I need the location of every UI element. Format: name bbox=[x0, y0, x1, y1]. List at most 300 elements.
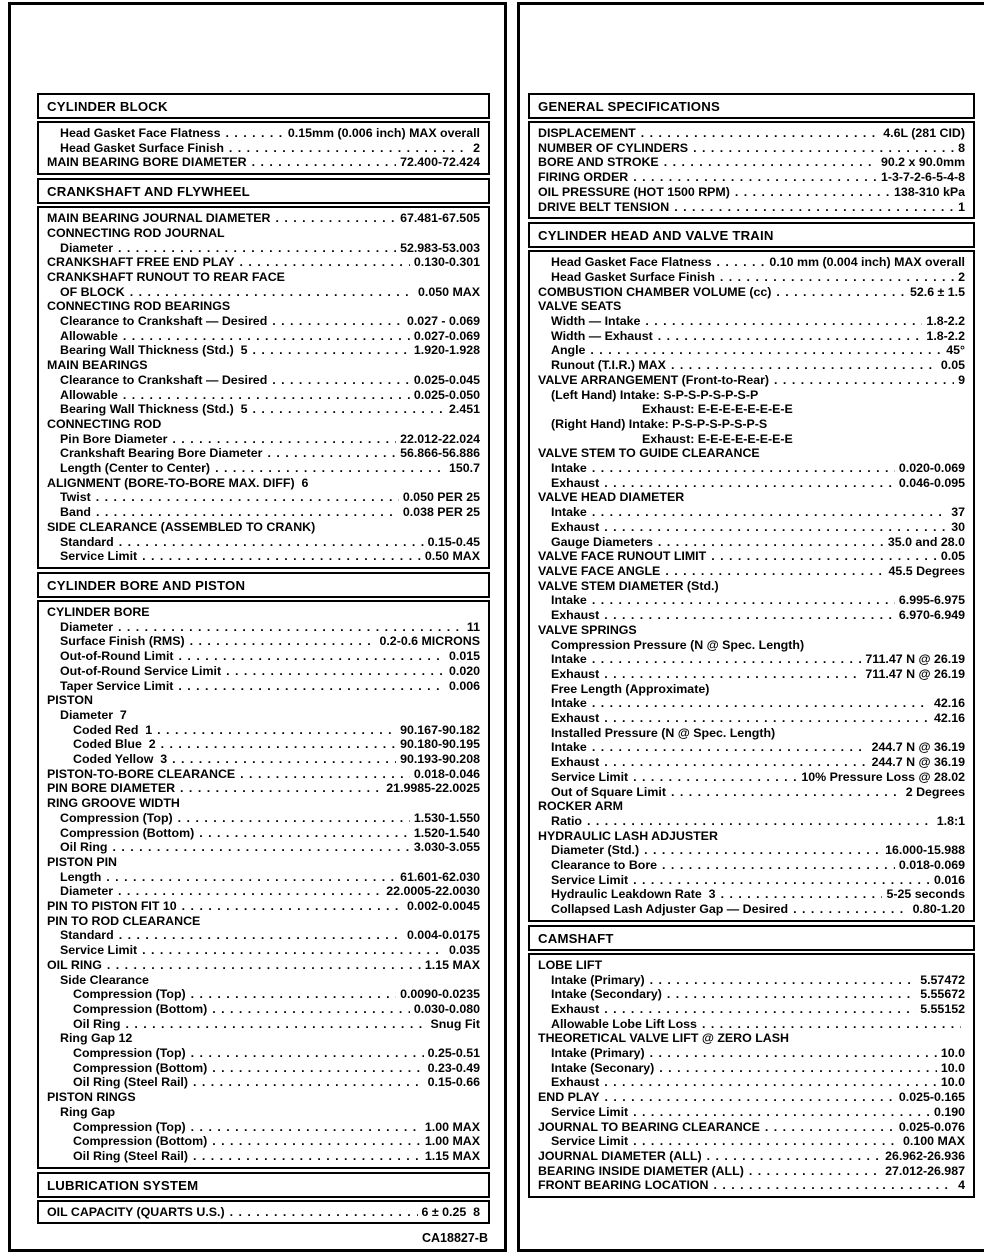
spec-label: Compression (Bottom) bbox=[73, 1134, 208, 1149]
dot-leader bbox=[633, 1134, 899, 1149]
dot-leader bbox=[604, 1002, 916, 1017]
spec-label: Out of Square Limit bbox=[551, 784, 666, 799]
dot-leader bbox=[604, 1075, 937, 1090]
spec-value: 5.57472 bbox=[920, 972, 965, 987]
section-header bbox=[37, 1172, 490, 1198]
spec-value: 21.9985-22.0025 bbox=[386, 781, 480, 796]
dot-leader bbox=[590, 343, 942, 358]
spec-row bbox=[538, 696, 965, 711]
spec-label: Oil Ring (Steel Rail) bbox=[73, 1149, 188, 1163]
spec-label: CONNECTING ROD bbox=[47, 416, 162, 431]
spec-row bbox=[47, 781, 480, 796]
spec-value: 4.6L (281 CID) bbox=[883, 126, 965, 140]
spec-row bbox=[47, 811, 480, 826]
dot-leader bbox=[633, 1105, 930, 1120]
spec-label: HYDRAULIC LASH ADJUSTER bbox=[538, 828, 718, 843]
spec-value: 42.16 bbox=[933, 696, 965, 711]
dot-leader bbox=[720, 270, 954, 285]
spec-label: CYLINDER BORE bbox=[47, 604, 150, 619]
dot-leader bbox=[604, 476, 895, 491]
spec-row bbox=[47, 461, 480, 476]
section-header bbox=[37, 572, 490, 598]
spec-row bbox=[47, 987, 480, 1002]
spec-value: 0.10 mm (0.004 inch) MAX overall bbox=[769, 255, 965, 270]
spec-row bbox=[538, 476, 965, 491]
spec-label: Exhaust: E-E-E-E-E-E-E-E bbox=[642, 431, 793, 446]
dot-leader bbox=[142, 943, 445, 958]
spec-value: 0.046-0.095 bbox=[898, 475, 965, 490]
spec-row bbox=[47, 314, 480, 329]
spec-row bbox=[47, 141, 480, 156]
spec-value: 138-310 kPa bbox=[894, 184, 965, 199]
spec-label: ROCKER ARM bbox=[538, 799, 623, 814]
dot-leader bbox=[193, 1149, 421, 1164]
spec-row bbox=[47, 155, 480, 170]
dot-leader bbox=[272, 314, 403, 329]
spec-row bbox=[538, 579, 965, 594]
spec-row bbox=[538, 155, 965, 170]
spec-value: 45° bbox=[946, 343, 965, 358]
spec-value: 10.0 bbox=[940, 1060, 965, 1075]
spec-label: PIN TO ROD CLEARANCE bbox=[47, 913, 201, 928]
spec-label: MAIN BEARING BORE DIAMETER bbox=[47, 155, 247, 170]
page-code: CA18827-B bbox=[421, 1231, 488, 1246]
spec-label: OF BLOCK bbox=[60, 284, 125, 299]
spec-row bbox=[47, 1075, 480, 1090]
spec-value: 5.55152 bbox=[920, 1001, 965, 1016]
spec-label: Service Limit bbox=[551, 1134, 629, 1149]
spec-value: 0.05 bbox=[940, 549, 965, 564]
spec-row bbox=[47, 1120, 480, 1135]
dot-leader bbox=[605, 1090, 895, 1105]
spec-row bbox=[47, 1105, 480, 1120]
section-crankshaft-and-flywheel bbox=[37, 178, 490, 569]
spec-row bbox=[538, 623, 965, 638]
spec-value: 711.47 N @ 26.19 bbox=[865, 652, 965, 667]
section-title: CYLINDER HEAD AND VALVE TRAIN bbox=[538, 228, 774, 244]
dot-leader bbox=[225, 126, 283, 141]
section-title: LUBRICATION SYSTEM bbox=[47, 1177, 199, 1193]
spec-row bbox=[538, 770, 965, 785]
spec-label: Intake bbox=[551, 593, 587, 608]
dot-leader bbox=[693, 141, 954, 156]
dot-leader bbox=[276, 211, 397, 226]
spec-row bbox=[538, 461, 965, 476]
spec-label: PISTON-TO-BORE CLEARANCE bbox=[47, 766, 236, 781]
spec-row bbox=[538, 520, 965, 535]
spec-row bbox=[538, 958, 965, 973]
spec-row bbox=[538, 1061, 965, 1076]
spec-value: 711.47 N @ 26.19 bbox=[865, 666, 965, 681]
spec-row bbox=[47, 840, 480, 855]
spec-label: Out-of-Round Service Limit bbox=[60, 663, 222, 678]
spec-label: VALVE SPRINGS bbox=[538, 622, 637, 637]
dot-leader bbox=[157, 723, 396, 738]
spec-row bbox=[538, 490, 965, 505]
spec-row bbox=[47, 723, 480, 738]
section-lubrication-system bbox=[37, 1172, 490, 1225]
dot-leader bbox=[592, 740, 868, 755]
spec-label: Exhaust bbox=[551, 755, 600, 770]
spec-row bbox=[47, 417, 480, 432]
spec-label: Intake bbox=[551, 652, 587, 667]
spec-value: 1.8-2.2 bbox=[926, 314, 965, 329]
spec-row bbox=[47, 211, 480, 226]
spec-row bbox=[538, 432, 965, 447]
spec-row bbox=[47, 914, 480, 929]
spec-row bbox=[538, 255, 965, 270]
section-body bbox=[37, 121, 490, 175]
spec-label: Service Limit bbox=[551, 872, 629, 887]
dot-leader bbox=[142, 549, 421, 564]
spec-value: 90.193-90.208 bbox=[400, 752, 480, 767]
dot-leader bbox=[711, 549, 937, 564]
dot-leader bbox=[665, 564, 884, 579]
dot-leader bbox=[180, 781, 382, 796]
spec-row bbox=[538, 593, 965, 608]
dot-leader bbox=[191, 987, 396, 1002]
spec-label: CONNECTING ROD BEARINGS bbox=[47, 299, 231, 314]
dot-leader bbox=[604, 711, 930, 726]
spec-row bbox=[538, 1120, 965, 1135]
dot-leader bbox=[662, 858, 895, 873]
spec-row bbox=[47, 1090, 480, 1105]
spec-value: 0.050 MAX bbox=[418, 284, 480, 299]
spec-row bbox=[47, 1134, 480, 1149]
spec-row bbox=[538, 1164, 965, 1179]
spec-label: Intake (Primary) bbox=[551, 1046, 645, 1061]
dot-leader bbox=[776, 285, 906, 300]
dot-leader bbox=[749, 1164, 881, 1179]
dot-leader bbox=[212, 1134, 421, 1149]
dot-leader bbox=[650, 1046, 937, 1061]
spec-label: JOURNAL TO BEARING CLEARANCE bbox=[538, 1119, 760, 1134]
dot-leader bbox=[119, 535, 424, 550]
dot-leader bbox=[107, 958, 421, 973]
spec-row bbox=[538, 402, 965, 417]
spec-label: CONNECTING ROD JOURNAL bbox=[47, 225, 225, 240]
dot-leader bbox=[191, 1046, 424, 1061]
spec-row bbox=[47, 373, 480, 388]
section-body bbox=[37, 600, 490, 1169]
spec-label: OIL PRESSURE (HOT 1500 RPM) bbox=[538, 184, 730, 199]
dot-leader bbox=[664, 155, 877, 170]
dot-leader bbox=[707, 1149, 881, 1164]
spec-value: 8 bbox=[958, 140, 965, 155]
spec-row bbox=[47, 285, 480, 300]
spec-value: 0.006 bbox=[448, 678, 480, 693]
spec-value: 10.0 bbox=[940, 1046, 965, 1061]
spec-label: Clearance to Crankshaft — Desired bbox=[60, 372, 268, 387]
spec-row bbox=[538, 200, 965, 215]
spec-value: 22.0005-22.0030 bbox=[386, 884, 480, 899]
spec-label: Service Limit bbox=[551, 1104, 629, 1119]
dot-leader bbox=[645, 314, 922, 329]
section-title: CRANKSHAFT AND FLYWHEEL bbox=[47, 184, 250, 200]
spec-label: Band bbox=[60, 505, 91, 520]
spec-label: Head Gasket Surface Finish bbox=[60, 140, 224, 155]
spec-label: VALVE ARRANGEMENT (Front-to-Rear) bbox=[538, 372, 770, 387]
spec-value: 0.038 PER 25 bbox=[402, 505, 480, 520]
spec-value: 0.15-0.45 bbox=[427, 534, 480, 549]
spec-label: NUMBER OF CYLINDERS bbox=[538, 140, 689, 155]
spec-value: 1.15 MAX bbox=[424, 957, 480, 972]
dot-leader bbox=[123, 388, 410, 403]
dot-leader bbox=[604, 608, 895, 623]
spec-label: Compression (Bottom) bbox=[60, 825, 195, 840]
dot-leader bbox=[126, 1017, 427, 1032]
dot-leader bbox=[113, 840, 410, 855]
dot-leader bbox=[182, 899, 403, 914]
spec-label: VALVE FACE RUNOUT LIMIT bbox=[538, 549, 707, 564]
spec-row bbox=[538, 446, 965, 461]
page-content bbox=[11, 5, 504, 1249]
spec-row bbox=[538, 343, 965, 358]
spec-label: Diameter bbox=[60, 884, 114, 899]
spec-row bbox=[538, 388, 965, 403]
spec-row bbox=[538, 799, 965, 814]
dot-leader bbox=[592, 652, 862, 667]
spec-value: 90.167-90.182 bbox=[400, 722, 480, 737]
spec-row bbox=[47, 520, 480, 535]
spec-label: Exhaust bbox=[551, 1001, 600, 1016]
spec-row bbox=[47, 446, 480, 461]
section-camshaft bbox=[528, 925, 975, 1198]
spec-row bbox=[47, 855, 480, 870]
spec-value: 0.50 MAX bbox=[424, 549, 480, 564]
spec-row bbox=[47, 255, 480, 270]
spec-label: CRANKSHAFT FREE END PLAY bbox=[47, 255, 235, 270]
spec-label: PIN BORE DIAMETER bbox=[47, 781, 176, 796]
spec-label: THEORETICAL VALVE LIFT @ ZERO LASH bbox=[538, 1031, 789, 1046]
spec-label: Intake (Seconary) bbox=[551, 1060, 655, 1075]
spec-value: 6 ± 0.25 8 bbox=[421, 1204, 480, 1219]
spec-value: 5.55672 bbox=[920, 987, 965, 1002]
spec-label: Standard bbox=[60, 534, 114, 549]
dot-leader bbox=[592, 593, 895, 608]
dot-leader bbox=[212, 1061, 423, 1076]
spec-row bbox=[47, 270, 480, 285]
section-title: GENERAL SPECIFICATIONS bbox=[538, 99, 720, 114]
dot-leader bbox=[230, 1205, 418, 1220]
spec-label: Exhaust bbox=[551, 475, 600, 490]
dot-leader bbox=[253, 402, 445, 417]
spec-label: Compression (Bottom) bbox=[73, 1001, 208, 1016]
dot-leader bbox=[119, 928, 403, 943]
spec-value: 0.004-0.0175 bbox=[406, 928, 480, 943]
dot-leader bbox=[793, 902, 909, 917]
spec-row bbox=[47, 1149, 480, 1164]
spec-label: Intake bbox=[551, 740, 587, 755]
spec-value: 42.16 bbox=[933, 711, 965, 726]
spec-row bbox=[47, 535, 480, 550]
spec-label: Gauge Diameters bbox=[551, 534, 653, 549]
section-title: CYLINDER BLOCK bbox=[47, 99, 168, 114]
spec-label: Taper Service Limit bbox=[60, 678, 174, 693]
spec-row bbox=[538, 858, 965, 873]
spec-label: Installed Pressure (N @ Spec. Length) bbox=[551, 725, 776, 740]
spec-value: 72.400-72.424 bbox=[400, 155, 480, 170]
spec-label: Ring Gap bbox=[60, 1104, 116, 1119]
section-body bbox=[528, 953, 975, 1198]
spec-row bbox=[538, 1090, 965, 1105]
spec-value: 0.130-0.301 bbox=[413, 255, 480, 270]
dot-leader bbox=[702, 1017, 961, 1032]
spec-label: Head Gasket Face Flatness bbox=[551, 255, 712, 270]
spec-label: Compression (Top) bbox=[73, 1119, 186, 1134]
spec-row bbox=[47, 693, 480, 708]
spec-row bbox=[538, 1134, 965, 1149]
spec-label: Clearance to Crankshaft — Desired bbox=[60, 314, 268, 329]
spec-row bbox=[538, 682, 965, 697]
spec-label: Oil Ring (Steel Rail) bbox=[73, 1075, 188, 1090]
spec-row bbox=[47, 1031, 480, 1046]
dot-leader bbox=[239, 255, 409, 270]
spec-value: 0.002-0.0045 bbox=[406, 899, 480, 914]
spec-row bbox=[538, 535, 965, 550]
spec-value: 4 bbox=[958, 1178, 965, 1193]
spec-value: 0.025-0.050 bbox=[413, 387, 480, 402]
spec-row bbox=[47, 899, 480, 914]
dot-leader bbox=[633, 770, 797, 785]
dot-leader bbox=[641, 126, 880, 141]
spec-value: 0.2-0.6 MICRONS bbox=[379, 634, 480, 649]
spec-value: 1.920-1.928 bbox=[413, 343, 480, 358]
spec-row bbox=[538, 987, 965, 1002]
spec-value: 0.035 bbox=[448, 943, 480, 958]
spec-value: 150.7 bbox=[448, 461, 480, 476]
dot-leader bbox=[716, 255, 765, 270]
spec-label: Intake (Primary) bbox=[551, 972, 645, 987]
spec-value: 0.0090-0.0235 bbox=[400, 987, 480, 1002]
dot-leader bbox=[592, 696, 930, 711]
spec-value: 16.000-15.988 bbox=[885, 843, 965, 858]
dot-leader bbox=[96, 490, 399, 505]
dot-leader bbox=[633, 170, 877, 185]
spec-row bbox=[47, 476, 480, 491]
spec-value: 0.018-0.046 bbox=[413, 766, 480, 781]
spec-label: DISPLACEMENT bbox=[538, 126, 636, 140]
spec-label: Coded Blue 2 bbox=[73, 737, 156, 752]
spec-row bbox=[47, 549, 480, 564]
dot-leader bbox=[190, 634, 376, 649]
spec-label: Runout (T.I.R.) MAX bbox=[551, 358, 666, 373]
spec-row bbox=[538, 608, 965, 623]
spec-row bbox=[47, 299, 480, 314]
spec-row bbox=[538, 126, 965, 141]
spec-value: 3.030-3.055 bbox=[413, 840, 480, 855]
spec-value: 35.0 and 28.0 bbox=[887, 534, 965, 549]
spec-value: 0.018-0.069 bbox=[898, 858, 965, 873]
spec-value: 244.7 N @ 36.19 bbox=[871, 740, 965, 755]
spec-label: FRONT BEARING LOCATION bbox=[538, 1178, 709, 1193]
spec-label: Exhaust: E-E-E-E-E-E-E-E bbox=[642, 402, 793, 417]
spec-label: Free Length (Approximate) bbox=[551, 681, 710, 696]
page-content bbox=[520, 5, 984, 1249]
spec-row bbox=[538, 1075, 965, 1090]
spec-row bbox=[47, 1017, 480, 1032]
spec-value: 0.027 - 0.069 bbox=[406, 314, 480, 329]
section-general-specifications bbox=[528, 93, 975, 219]
dot-leader bbox=[191, 1120, 421, 1135]
section-cylinder-block bbox=[37, 93, 490, 175]
dot-leader bbox=[229, 141, 469, 156]
spec-label: Exhaust bbox=[551, 666, 600, 681]
spec-row bbox=[538, 314, 965, 329]
dot-leader bbox=[735, 185, 890, 200]
spec-row bbox=[47, 126, 480, 141]
spec-label: Allowable Lobe Lift Loss bbox=[551, 1016, 697, 1031]
spec-value: 0.027-0.069 bbox=[413, 328, 480, 343]
dot-leader bbox=[172, 752, 396, 767]
spec-label: OIL RING bbox=[47, 957, 102, 972]
section-header bbox=[37, 93, 490, 119]
dot-leader bbox=[765, 1120, 895, 1135]
spec-row bbox=[538, 1017, 965, 1032]
spec-label: Oil Ring bbox=[60, 840, 108, 855]
spec-value: 61.601-62.030 bbox=[400, 869, 480, 884]
dot-leader bbox=[161, 737, 396, 752]
spec-value: 0.015 bbox=[448, 649, 480, 664]
spec-row bbox=[47, 620, 480, 635]
spec-label: Compression (Top) bbox=[73, 987, 186, 1002]
dot-leader bbox=[118, 884, 382, 899]
section-cylinder-bore-and-piston bbox=[37, 572, 490, 1169]
spec-label: Head Gasket Surface Finish bbox=[551, 269, 715, 284]
spec-row bbox=[538, 902, 965, 917]
section-title: CYLINDER BORE AND PISTON bbox=[47, 577, 246, 593]
spec-label: OIL CAPACITY (QUARTS U.S.) bbox=[47, 1204, 225, 1219]
spec-row bbox=[47, 505, 480, 520]
spec-label: Angle bbox=[551, 343, 586, 358]
spec-value: 2.451 bbox=[448, 402, 480, 417]
dot-leader bbox=[659, 1061, 937, 1076]
spec-value: 37 bbox=[951, 505, 965, 520]
spec-row bbox=[538, 505, 965, 520]
spec-row bbox=[538, 285, 965, 300]
spec-label: Diameter (Std.) bbox=[551, 843, 640, 858]
spec-row bbox=[538, 417, 965, 432]
spec-label: MAIN BEARING JOURNAL DIAMETER bbox=[47, 211, 271, 226]
dot-leader bbox=[658, 535, 884, 550]
dot-leader bbox=[592, 505, 947, 520]
spec-row bbox=[47, 884, 480, 899]
spec-value: 6.995-6.975 bbox=[898, 593, 965, 608]
spec-row bbox=[47, 226, 480, 241]
spec-label: Ratio bbox=[551, 813, 582, 828]
spec-value: 5-25 seconds bbox=[886, 887, 965, 902]
spec-value: 2 Degrees bbox=[905, 784, 965, 799]
spec-label: Clearance to Bore bbox=[551, 858, 658, 873]
dot-leader bbox=[604, 755, 867, 770]
spec-label: BORE AND STROKE bbox=[538, 155, 659, 170]
spec-row bbox=[538, 270, 965, 285]
spec-row bbox=[47, 1061, 480, 1076]
spec-value: 0.016 bbox=[933, 872, 965, 887]
spec-label: Intake bbox=[551, 505, 587, 520]
spec-row bbox=[538, 170, 965, 185]
section-header bbox=[528, 93, 975, 119]
spec-label: Coded Red 1 bbox=[73, 722, 153, 737]
spec-label: Length bbox=[60, 869, 102, 884]
dot-leader bbox=[130, 285, 414, 300]
right-page bbox=[517, 2, 984, 1252]
spec-row bbox=[538, 638, 965, 653]
spec-row bbox=[538, 829, 965, 844]
spec-label: CRANKSHAFT RUNOUT TO REAR FACE bbox=[47, 269, 285, 284]
dot-leader bbox=[592, 461, 895, 476]
spec-label: VALVE STEM DIAMETER (Std.) bbox=[538, 578, 719, 593]
